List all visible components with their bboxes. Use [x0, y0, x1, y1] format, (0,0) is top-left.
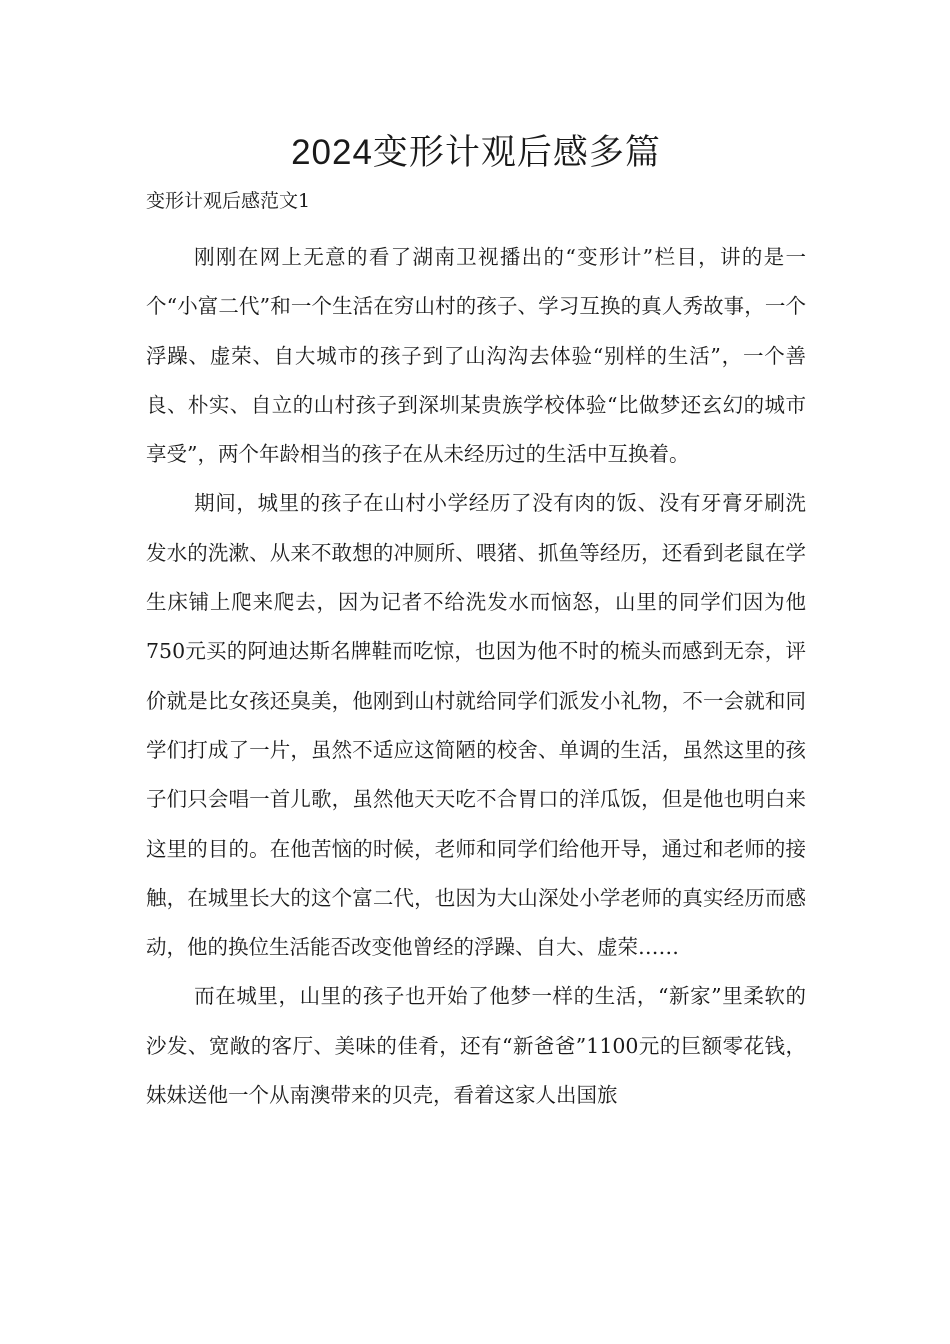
paragraph-3: 而在城里，山里的孩子也开始了他梦一样的生活，“新家”里柔软的沙发、宽敞的客厅、美味的佳肴，还有“新爸爸”1100元的巨额零花钱，妹妹送他一个从南澳带来的贝壳，看着这家人出国旅: [146, 984, 806, 1108]
paragraph-2: 期间，城里的孩子在山村小学经历了没有肉的饭、没有牙膏牙刷洗发水的洗漱、从来不敢想的冲厕所、喂猪、抓鱼等经历，还看到老鼠在学生床铺上爬来爬去，因为记者不给洗发水而恼怒，山里的同学们因为他750元买的阿迪达斯名牌鞋而吃惊，也因为他不时的梳头而感到无奈，评价就是比女孩还臭美，他刚到山村就给同学们派发小礼物，不一会就和同学们打成了一片，虽然不适应这简陋的校舍、单调的生活，虽然这里的孩子们只会唱一首儿歌，虽然他天天吃不合胃口的洋瓜饭，但是他也明白来这里的目的。在他苦恼的时候，老师和同学们给他开导，通过和老师的接触，在城里长大的这个富二代，也因为大山深处小学老师的真实经历而感动，他的换位生活能否改变他曾经的浮躁、自大、虚荣……: [146, 491, 806, 960]
document-title: 2024变形计观后感多篇: [291, 133, 661, 172]
section-heading: 变形计观后感范文1: [146, 190, 311, 212]
document-body: [146, 233, 806, 1120]
paragraph-1: 刚刚在网上无意的看了湖南卫视播出的“变形计”栏目，讲的是一个“小富二代”和一个生活在穷山村的孩子、学习互换的真人秀故事，一个浮躁、虚荣、自大城市的孩子到了山沟沟去体验“别样的生活”，一个善良、朴实、自立的山村孩子到深圳某贵族学校体验“比做梦还玄幻的城市享受”，两个年龄相当的孩子在从未经历过的生活中互换着。: [146, 245, 806, 467]
